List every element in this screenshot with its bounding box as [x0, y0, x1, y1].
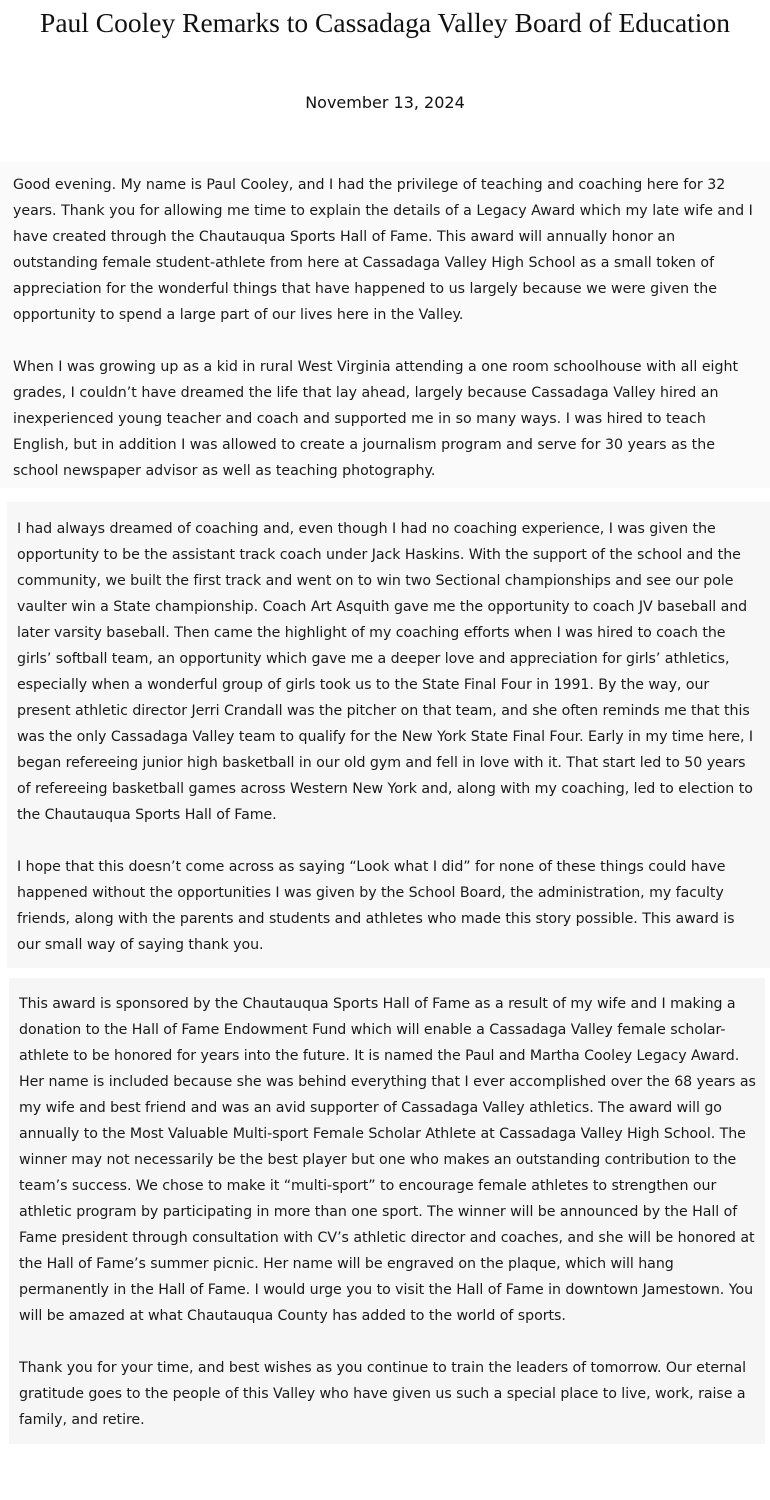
- paragraph: This award is sponsored by the Chautauqua Sports Hall of Fame as a result of my wife and I making a donation to the Hall of Fame Endowment Fund which will enable a Cassadaga Valley female scholar-athlete to be honored for years into the future. It is named the Paul and Martha Cooley Legacy Award. Her name is included because she was behind everything that I ever accomplished over the 68 years as my wife and best friend and was an avid supporter of Cassadaga Valley athletics. The award will go annually to the Most Valuable Multi-sport Female Scholar Athlete at Cassadaga Valley High School. The winner may not necessarily be the best player but one who makes an outstanding contribution to the team’s success. We chose to make it “multi-sport” to encourage female athletes to strengthen our athletic program by participating in more than one sport. The winner will be announced by the Hall of Fame president through consultation with CV’s athletic director and coaches, and she will be honored at the Hall of Fame’s summer picnic. Her name will be engraved on the plaque, which will hang permanently in the Hall of Fame. I would urge you to visit the Hall of Fame in downtown Jamestown. You will be amazed at what Chautauqua County has added to the world of sports.: [19, 996, 756, 1324]
- document-date: November 13, 2024: [305, 93, 465, 112]
- text-block-award: [9, 978, 765, 1444]
- paragraph: Thank you for your time, and best wishes as you continue to train the leaders of tomorrow. Our eternal gratitude goes to the people of this Valley who have given us such a special place to live, work, raise a family, and retire.: [19, 1360, 747, 1428]
- page-title: Paul Cooley Remarks to Cassadaga Valley Board of Education: [40, 7, 730, 38]
- paragraph: I hope that this doesn’t come across as saying “Look what I did” for none of these things could have happened without the opportunities I was given by the School Board, the administration, my faculty friends, along with the parents and students and athletes who made this story possible. This award is our small way of saying thank you.: [17, 859, 735, 953]
- text-block-coaching: [7, 502, 770, 968]
- paragraph: When I was growing up as a kid in rural West Virginia attending a one room schoolhouse with all eight grades, I couldn’t have dreamed the life that lay ahead, largely because Cassadaga Valley hired an inexperienced young teacher and coach and supported me in so many ways. I was hired to teach English, but in addition I was allowed to create a journalism program and serve for 30 years as the school newspaper advisor as well as teaching photography.: [13, 359, 739, 479]
- text-block-intro: [0, 162, 770, 488]
- paragraph: I had always dreamed of coaching and, even though I had no coaching experience, I was given the opportunity to be the assistant track coach under Jack Haskins. With the support of the school and the community, we built the first track and went on to win two Sectional championships and see our pole vaulter win a State championship. Coach Art Asquith gave me the opportunity to coach JV baseball and later varsity baseball. Then came the highlight of my coaching efforts when I was hired to coach the girls’ softball team, an opportunity which gave me a deeper love and appreciation for girls’ athletics, especially when a wonderful group of girls took us to the State Final Four in 1991. By the way, our present athletic director Jerri Crandall was the pitcher on that team, and she often reminds me that this was the only Cassadaga Valley team to qualify for the New York State Final Four. Early in my time here, I began refereeing junior high basketball in our old gym and fell in love with it. That start led to 50 years of refereeing basketball games across Western New York and, along with my coaching, led to election to the Chautauqua Sports Hall of Fame.: [17, 521, 754, 823]
- paragraph: Good evening. My name is Paul Cooley, and I had the privilege of teaching and coaching here for 32 years. Thank you for allowing me time to explain the details of a Legacy Award which my late wife and I have created through the Chautauqua Sports Hall of Fame. This award will annually honor an outstanding female student-athlete from here at Cassadaga Valley High School as a small token of appreciation for the wonderful things that have happened to us largely because we were given the opportunity to spend a large part of our lives here in the Valley.: [13, 177, 753, 323]
